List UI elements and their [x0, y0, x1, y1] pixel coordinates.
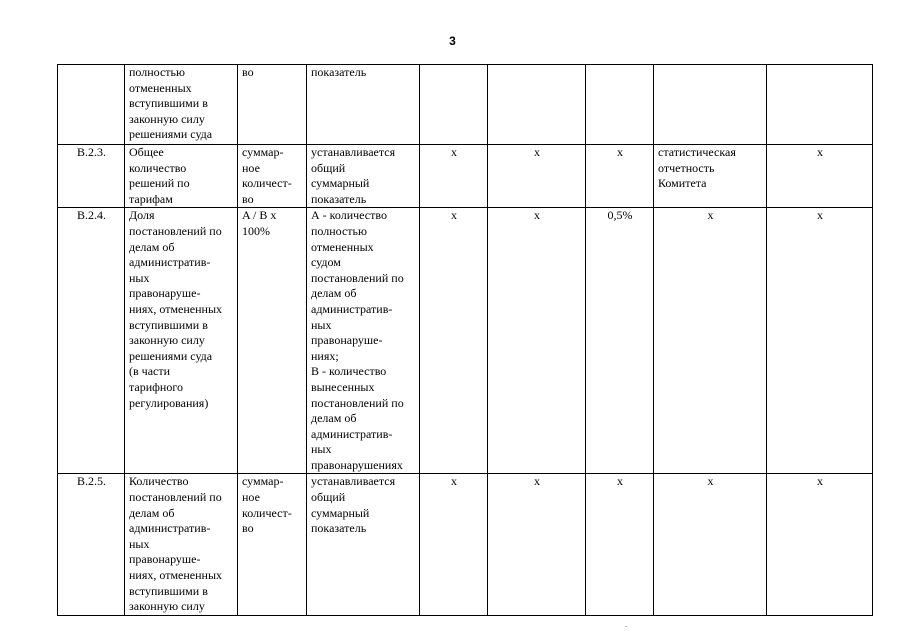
row-code — [58, 65, 125, 145]
table-row — [58, 208, 873, 474]
value-cell-2: х — [488, 208, 586, 474]
method-cell: показатель — [307, 65, 420, 145]
page-number: 3 — [449, 34, 456, 48]
note-cell: х — [767, 208, 873, 474]
table-row — [58, 65, 873, 145]
value-cell-3: х — [586, 474, 654, 615]
indicator-name: Количество постановлений по делам об административ- ных правонаруше- ниях, отмененных вступившими в законную силу — [125, 474, 238, 615]
method-cell: устанавливается общий суммарный показатель — [307, 145, 420, 208]
value-cell-1: х — [420, 145, 488, 208]
scan-artifact — [625, 626, 627, 627]
value-cell-2 — [488, 65, 586, 145]
method-cell: А - количество полностью отмененных судом постановлений по делам об административ- ных правонаруше- ниях; В - количество вынесенных постановлений по делам об административ- ных правонарушениях — [307, 208, 420, 474]
note-cell — [767, 65, 873, 145]
indicator-name: полностью отмененных вступившими в законную силу решениями суда — [125, 65, 238, 145]
source-cell — [654, 65, 767, 145]
indicator-name: Общее количество решений по тарифам — [125, 145, 238, 208]
note-cell: х — [767, 145, 873, 208]
source-cell: х — [654, 474, 767, 615]
value-cell-2: х — [488, 145, 586, 208]
value-cell-2: х — [488, 474, 586, 615]
value-cell-1: х — [420, 208, 488, 474]
table-row — [58, 474, 873, 615]
value-cell-1 — [420, 65, 488, 145]
indicators-table — [57, 64, 873, 616]
value-cell-3: х — [586, 145, 654, 208]
value-cell-3 — [586, 65, 654, 145]
indicator-name: Доля постановлений по делам об административ- ных правонаруше- ниях, отмененных вступившими в законную силу решениями суда (в части тарифного регулирования) — [125, 208, 238, 474]
row-code: В.2.3. — [58, 145, 125, 208]
row-code: В.2.5. — [58, 474, 125, 615]
unit-cell: A / B x 100% — [238, 208, 307, 474]
method-cell: устанавливается общий суммарный показатель — [307, 474, 420, 615]
source-cell: статистическая отчетность Комитета — [654, 145, 767, 208]
row-code: В.2.4. — [58, 208, 125, 474]
unit-cell: суммар- ное количест- во — [238, 145, 307, 208]
source-cell: х — [654, 208, 767, 474]
table-row — [58, 145, 873, 208]
value-cell-3: 0,5% — [586, 208, 654, 474]
value-cell-1: х — [420, 474, 488, 615]
note-cell: х — [767, 474, 873, 615]
unit-cell: во — [238, 65, 307, 145]
unit-cell: суммар- ное количест- во — [238, 474, 307, 615]
